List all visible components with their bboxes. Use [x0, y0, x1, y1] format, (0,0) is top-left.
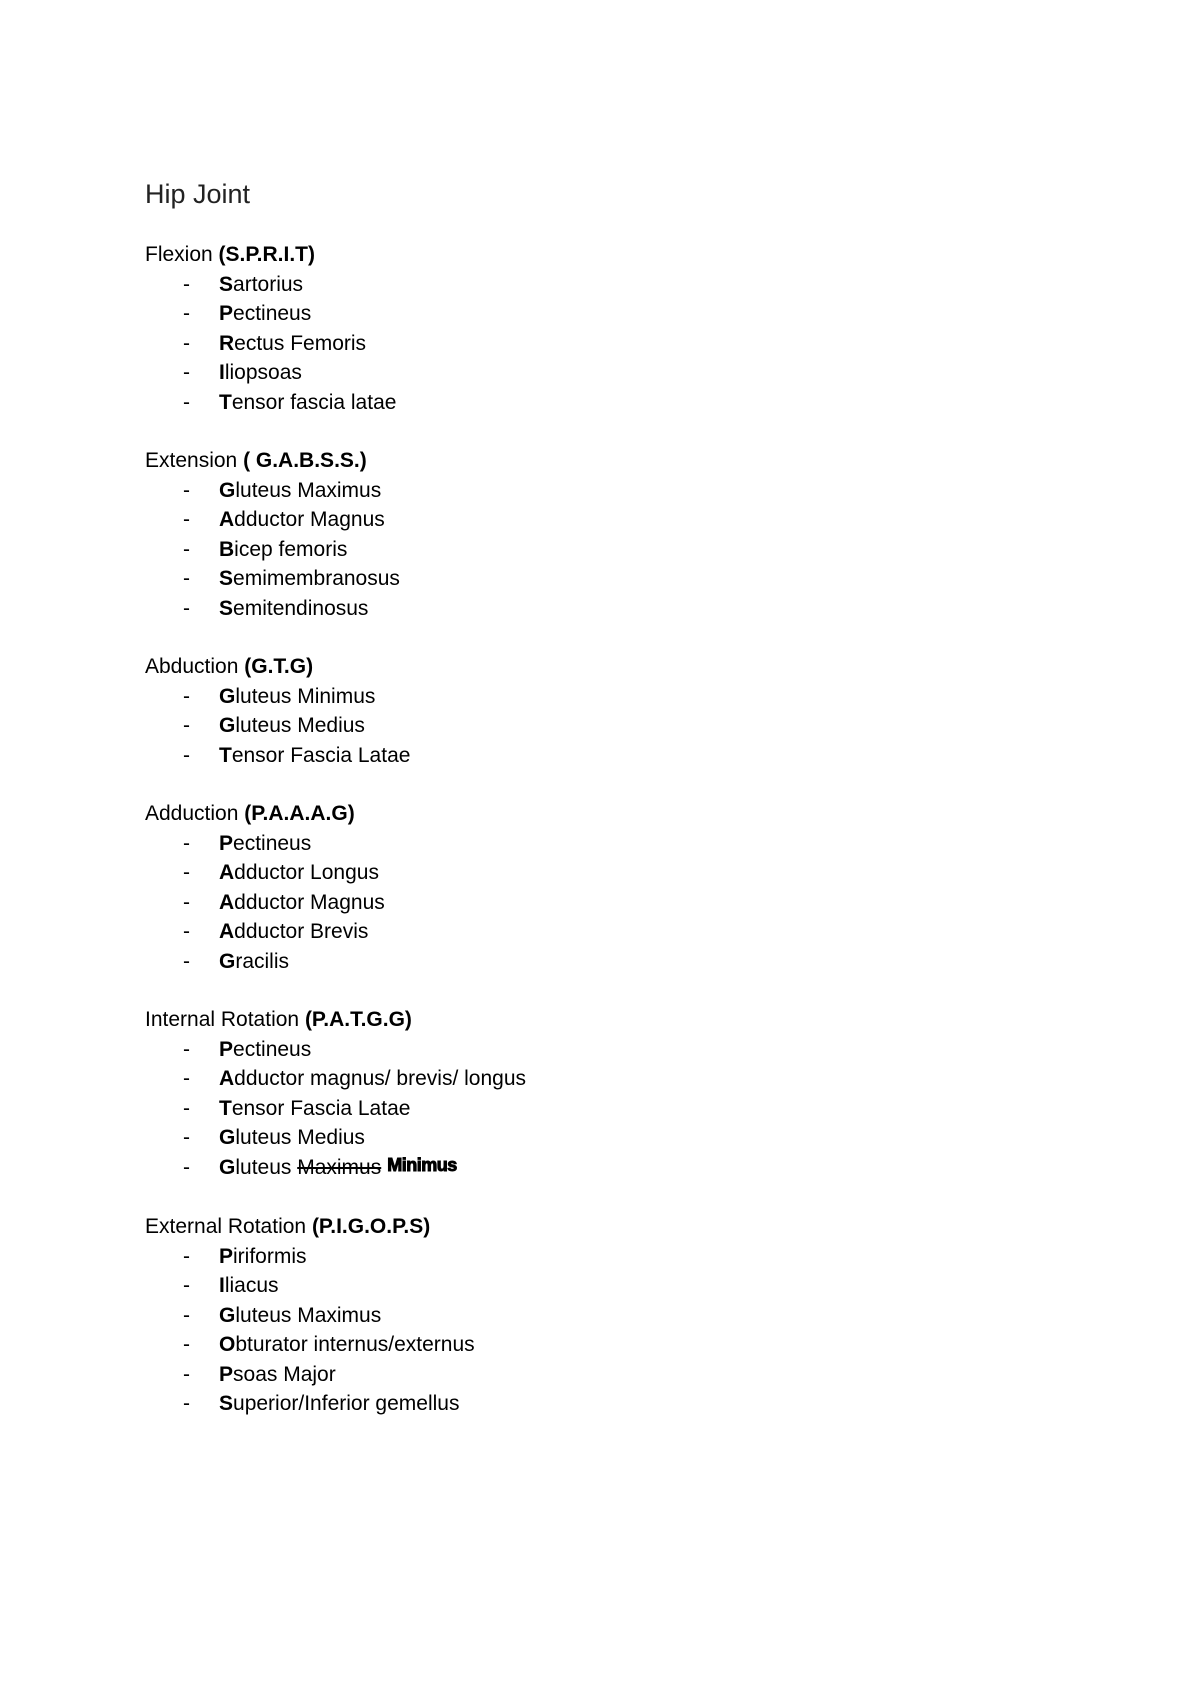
muscle-list-item	[145, 564, 1105, 594]
muscle-list-item	[145, 1035, 1105, 1065]
section-heading	[145, 240, 1105, 270]
muscle-list-item	[145, 829, 1105, 859]
mnemonic-letter: P	[219, 1244, 234, 1268]
dash-bullet: -	[183, 1126, 190, 1149]
section-heading	[145, 652, 1105, 682]
movement-label: Flexion	[145, 243, 219, 266]
sections-container	[145, 240, 1105, 1419]
dash-bullet: -	[183, 1096, 190, 1120]
dash-bullet: -	[183, 684, 190, 708]
dash-bullet: -	[183, 390, 190, 414]
mnemonic-acronym: (P.I.G.O.P.S)	[311, 1215, 431, 1238]
section-heading	[145, 1005, 1105, 1035]
mnemonic-letter: T	[219, 1096, 232, 1120]
dash-bullet: -	[183, 920, 190, 943]
dash-bullet: -	[183, 331, 190, 355]
mnemonic-letter: P	[219, 1037, 234, 1061]
dash-bullet: -	[183, 890, 190, 914]
muscle-list-item	[145, 1123, 1105, 1153]
muscle-list-item	[145, 1094, 1105, 1124]
muscle-list-item	[145, 505, 1105, 535]
muscle-group-section	[145, 799, 1105, 976]
dash-bullet: -	[183, 1067, 190, 1090]
muscle-name-rest: luteus Maximus	[235, 1303, 382, 1327]
muscle-name-rest: uperior/Inferior gemellus	[233, 1392, 460, 1415]
dash-bullet: -	[183, 831, 190, 855]
muscle-list-item	[145, 270, 1105, 300]
muscle-name-rest: dductor Brevis	[234, 920, 369, 943]
muscle-list-item	[145, 1301, 1105, 1331]
mnemonic-acronym: (G.T.G)	[244, 655, 314, 678]
muscle-group-section	[145, 1005, 1105, 1183]
muscle-list-item	[145, 1330, 1105, 1360]
muscle-list-item	[145, 1360, 1105, 1390]
muscle-list-item	[145, 329, 1105, 359]
muscle-list-item	[145, 858, 1105, 888]
dash-bullet: -	[183, 567, 190, 590]
muscle-group-section	[145, 446, 1105, 623]
section-heading	[145, 446, 1105, 476]
dash-bullet: -	[183, 1155, 190, 1179]
struck-out-text: Maximus	[297, 1155, 382, 1179]
muscle-name-rest: iriformis	[233, 1244, 307, 1268]
mnemonic-acronym: (S.P.R.I.T)	[218, 243, 315, 266]
dash-bullet: -	[183, 861, 190, 884]
muscle-name-rest: dductor Magnus	[234, 890, 385, 914]
dash-bullet: -	[183, 1037, 190, 1061]
muscle-name-rest: liacus	[224, 1274, 279, 1297]
muscle-list-item	[145, 476, 1105, 506]
dash-bullet: -	[183, 743, 190, 767]
muscle-name-rest: luteus	[235, 1155, 298, 1179]
dash-bullet: -	[183, 1362, 190, 1386]
movement-label: Adduction	[145, 802, 245, 825]
movement-label: Extension	[145, 449, 244, 472]
muscle-name-rest: ensor Fascia Latae	[231, 1096, 411, 1120]
muscle-list	[145, 682, 1105, 771]
muscle-name-rest: icep femoris	[234, 537, 348, 561]
mnemonic-letter: I	[219, 1274, 225, 1297]
muscle-name-rest: ectineus	[233, 302, 312, 325]
muscle-list-item	[145, 299, 1105, 329]
muscle-list-item	[145, 682, 1105, 712]
muscle-name-rest: ensor fascia latae	[231, 390, 397, 414]
document-title: Hip Joint	[145, 179, 251, 209]
muscle-list	[145, 1035, 1105, 1184]
mnemonic-letter: I	[219, 361, 225, 384]
dash-bullet: -	[183, 272, 190, 296]
dash-bullet: -	[183, 949, 190, 973]
mnemonic-letter: O	[219, 1333, 236, 1356]
mnemonic-letter: G	[219, 1155, 236, 1179]
handwritten-correction: Minimus	[387, 1154, 457, 1175]
mnemonic-letter: S	[219, 272, 234, 296]
muscle-name-rest: dductor Longus	[234, 861, 379, 884]
muscle-name-rest: dductor magnus/ brevis/ longus	[234, 1067, 526, 1090]
mnemonic-acronym: (P.A.A.A.G)	[244, 802, 355, 825]
muscle-list	[145, 829, 1105, 977]
muscle-name-rest: racilis	[235, 949, 290, 973]
movement-label: External Rotation	[145, 1215, 312, 1238]
muscle-list	[145, 476, 1105, 624]
muscle-list-item	[145, 358, 1105, 388]
muscle-name-rest: soas Major	[233, 1362, 336, 1386]
muscle-list-item	[145, 1064, 1105, 1094]
mnemonic-letter: T	[219, 390, 232, 414]
dash-bullet: -	[183, 596, 190, 620]
muscle-group-section	[145, 240, 1105, 417]
dash-bullet: -	[183, 1274, 190, 1297]
muscle-list-item	[145, 535, 1105, 565]
section-heading	[145, 1212, 1105, 1242]
dash-bullet: -	[183, 361, 190, 384]
mnemonic-letter: G	[219, 478, 236, 502]
muscle-name-rest: luteus Minimus	[235, 684, 376, 708]
dash-bullet: -	[183, 714, 190, 737]
muscle-list	[145, 270, 1105, 418]
muscle-name-rest: emitendinosus	[233, 596, 369, 620]
muscle-name-rest: luteus Medius	[235, 1126, 365, 1149]
mnemonic-letter: G	[219, 684, 236, 708]
muscle-group-section	[145, 652, 1105, 770]
dash-bullet: -	[183, 478, 190, 502]
muscle-group-section	[145, 1212, 1105, 1419]
mnemonic-letter: R	[219, 331, 235, 355]
dash-bullet: -	[183, 1244, 190, 1268]
muscle-name-rest: luteus Maximus	[235, 478, 382, 502]
muscle-list-item	[145, 1271, 1105, 1301]
mnemonic-letter: A	[219, 1067, 235, 1090]
dash-bullet: -	[183, 1392, 190, 1415]
muscle-list-item	[145, 917, 1105, 947]
mnemonic-letter: S	[219, 567, 234, 590]
mnemonic-letter: G	[219, 714, 236, 737]
muscle-name-rest: ensor Fascia Latae	[231, 743, 411, 767]
mnemonic-letter: G	[219, 1303, 236, 1327]
muscle-list	[145, 1242, 1105, 1419]
muscle-list-item	[145, 711, 1105, 741]
mnemonic-letter: S	[219, 596, 234, 620]
muscle-list-item	[145, 594, 1105, 624]
muscle-name-rest: artorius	[233, 272, 304, 296]
mnemonic-letter: A	[219, 890, 235, 914]
muscle-list-item	[145, 741, 1105, 771]
movement-label: Abduction	[145, 655, 245, 678]
mnemonic-letter: A	[219, 861, 235, 884]
mnemonic-letter: A	[219, 508, 235, 531]
dash-bullet: -	[183, 302, 190, 325]
muscle-name-rest: ectineus	[233, 1037, 312, 1061]
mnemonic-letter: S	[219, 1392, 234, 1415]
dash-bullet: -	[183, 508, 190, 531]
mnemonic-letter: B	[219, 537, 235, 561]
dash-bullet: -	[183, 537, 190, 561]
mnemonic-letter: P	[219, 1362, 234, 1386]
dash-bullet: -	[183, 1333, 190, 1356]
muscle-list-item	[145, 947, 1105, 977]
muscle-name-rest: dductor Magnus	[234, 508, 385, 531]
mnemonic-letter: G	[219, 1126, 236, 1149]
document-page	[145, 176, 1105, 1448]
muscle-name-rest: ectineus	[233, 831, 312, 855]
muscle-name-rest: bturator internus/externus	[235, 1333, 475, 1356]
mnemonic-letter: P	[219, 302, 234, 325]
muscle-list-item	[145, 888, 1105, 918]
mnemonic-letter: G	[219, 949, 236, 973]
mnemonic-acronym: ( G.A.B.S.S.)	[243, 449, 367, 472]
muscle-list-item	[145, 388, 1105, 418]
muscle-name-rest: ectus Femoris	[234, 331, 367, 355]
muscle-list-item	[145, 1242, 1105, 1272]
mnemonic-letter: P	[219, 831, 234, 855]
mnemonic-letter: A	[219, 920, 235, 943]
mnemonic-letter: T	[219, 743, 232, 767]
muscle-list-item	[145, 1153, 1105, 1184]
muscle-list-item	[145, 1389, 1105, 1419]
muscle-name-rest: liopsoas	[224, 361, 302, 384]
muscle-name-rest: emimembranosus	[233, 567, 400, 590]
muscle-name-rest: luteus Medius	[235, 714, 365, 737]
dash-bullet: -	[183, 1303, 190, 1327]
movement-label: Internal Rotation	[145, 1008, 305, 1031]
mnemonic-acronym: (P.A.T.G.G)	[304, 1008, 412, 1031]
section-heading	[145, 799, 1105, 829]
